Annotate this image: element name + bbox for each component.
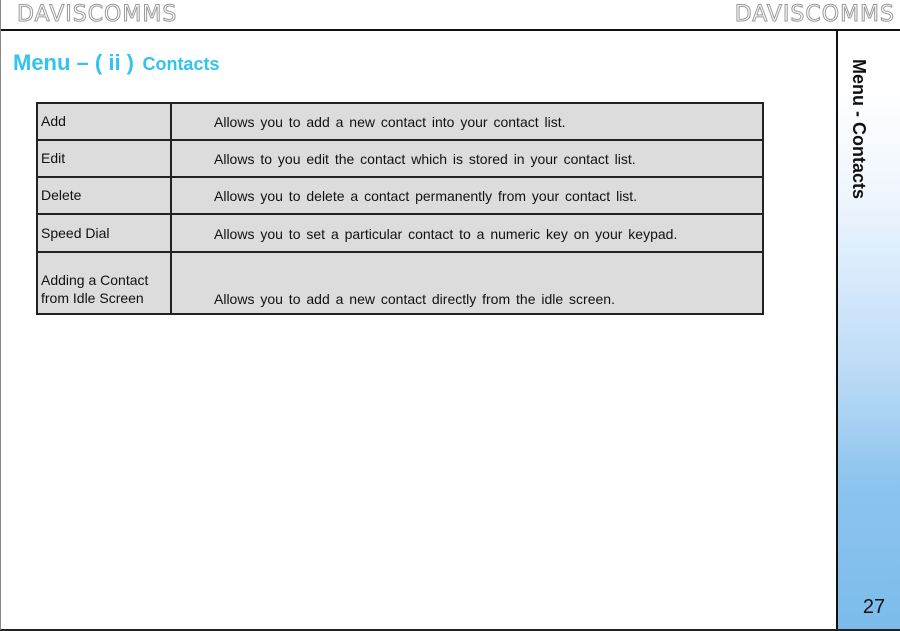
table-cell-term: Edit — [37, 140, 171, 177]
table-row — [37, 252, 763, 314]
table-row — [37, 214, 763, 252]
table-cell-description: Allows you to set a particular contact to a numeric key on your keypad. — [171, 214, 763, 252]
table-row — [37, 140, 763, 177]
daviscomms-logo-left — [17, 2, 177, 28]
table-row — [37, 177, 763, 214]
table-row — [37, 103, 763, 140]
page-title-main: Menu – ( ii ) — [13, 50, 134, 75]
table-cell-description: Allows you to delete a contact permanently from your contact list. — [171, 177, 763, 214]
page-title-sub: Contacts — [142, 54, 220, 74]
table-cell-term — [37, 252, 171, 314]
table-cell-description: Allows you to add a new contact into your contact list. — [171, 103, 763, 140]
term-line-1: Adding a Contact — [41, 272, 149, 288]
sidebar — [836, 31, 900, 629]
table-cell-term: Speed Dial — [37, 214, 171, 252]
table-cell-term: Add — [37, 103, 171, 140]
table-cell-description: Allows to you edit the contact which is stored in your contact list. — [171, 140, 763, 177]
logo-text: DAVISCOMMS — [734, 2, 895, 27]
table-cell-description: Allows you to add a new contact directly from the idle screen. — [171, 252, 763, 314]
page-title — [13, 50, 219, 76]
term-line-2: from Idle Screen — [41, 290, 144, 306]
page-number: 27 — [862, 596, 886, 618]
table-cell-term: Delete — [37, 177, 171, 214]
contacts-menu-table — [36, 102, 764, 315]
daviscomms-logo-right — [735, 2, 895, 28]
sidebar-section-label: Menu - Contacts — [849, 59, 869, 200]
logo-text: DAVISCOMMS — [17, 2, 178, 27]
header-bar — [1, 0, 900, 31]
